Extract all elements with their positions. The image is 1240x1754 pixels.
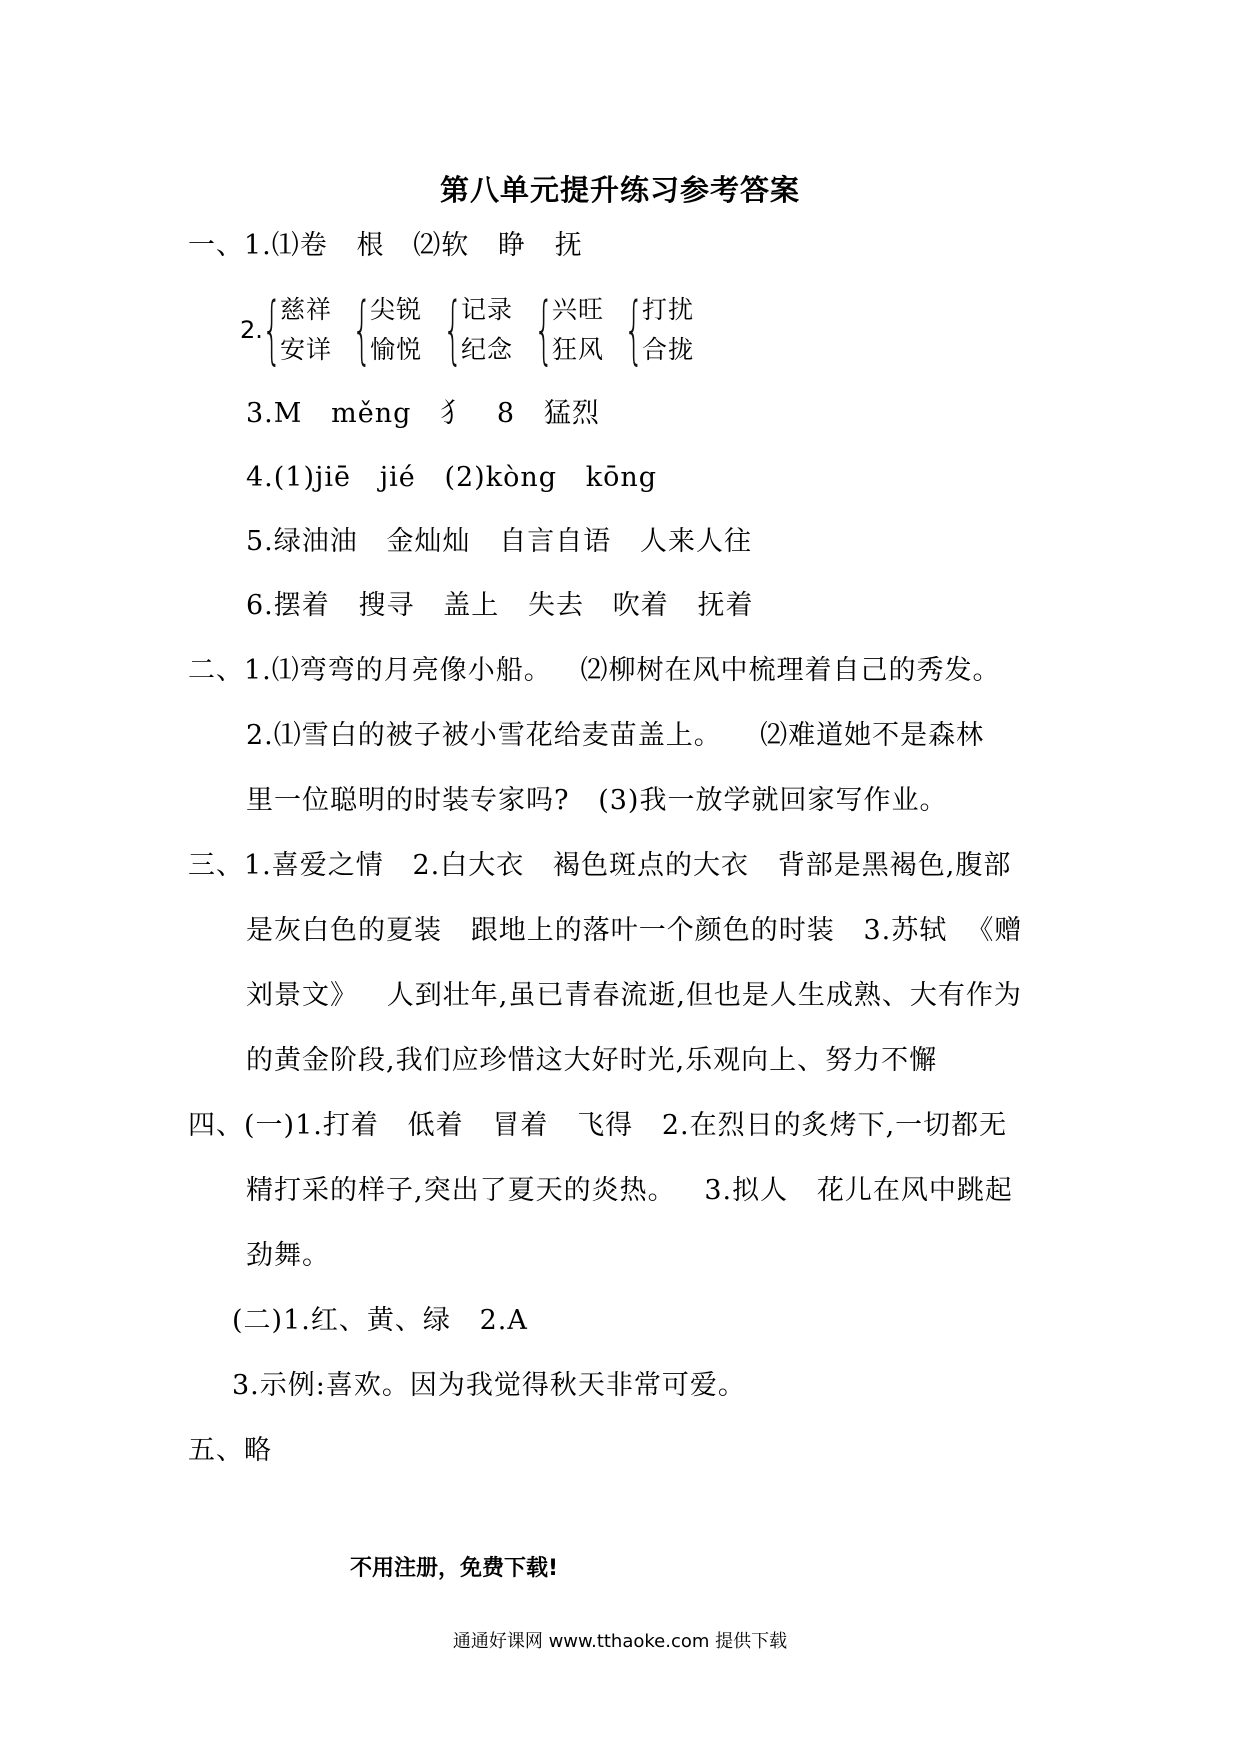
word-bottom: 愉悦 bbox=[370, 335, 423, 364]
brace-icon: { bbox=[624, 287, 644, 373]
brace-icon: { bbox=[262, 287, 282, 373]
answer-4-line-4: (二)1.红、黄、绿 2.A bbox=[232, 1305, 528, 1336]
word-top: 尖锐 bbox=[370, 295, 423, 324]
answer-1-5: 5.绿油油 金灿灿 自言自语 人来人往 bbox=[246, 526, 753, 557]
word-top: 慈祥 bbox=[280, 295, 333, 324]
answer-3-line-2: 是灰白色的夏装 跟地上的落叶一个颜色的时装 3.苏轼 《赠 bbox=[246, 915, 1023, 946]
word-pair bbox=[280, 290, 332, 370]
word-top: 打扰 bbox=[642, 295, 695, 324]
word-pair bbox=[552, 290, 604, 370]
answer-2-line-1: 二、1.⑴弯弯的月亮像小船。 ⑵柳树在风中梳理着自己的秀发。 bbox=[188, 655, 1001, 686]
answer-1-6: 6.摆着 搜寻 盖上 失去 吹着 抚着 bbox=[246, 590, 754, 621]
answer-2-line-3: 里一位聪明的时装专家吗? (3)我一放学就回家写作业。 bbox=[246, 785, 948, 816]
word-pair bbox=[370, 290, 422, 370]
answer-3-line-4: 的黄金阶段,我们应珍惜这大好时光,乐观向上、努力不懈 bbox=[246, 1045, 938, 1076]
answer-5: 五、略 bbox=[188, 1435, 272, 1466]
answer-4-line-2: 精打采的样子,突出了夏天的炎热。 3.拟人 花儿在风中跳起 bbox=[246, 1175, 1013, 1206]
word-pair-group-5 bbox=[624, 287, 695, 373]
word-top: 兴旺 bbox=[552, 295, 605, 324]
answer-1-3: 3.M měng 犭 8 猛烈 bbox=[246, 398, 600, 429]
answer-4-line-1: 四、(一)1.打着 低着 冒着 飞得 2.在烈日的炙烤下,一切都无 bbox=[188, 1110, 1008, 1141]
answer-4-line-5: 3.示例:喜欢。因为我觉得秋天非常可爱。 bbox=[232, 1370, 746, 1401]
word-pair-group-3 bbox=[443, 287, 514, 373]
answer-2-line-2: 2.⑴雪白的被子被小雪花给麦苗盖上。 ⑵难道她不是森林 bbox=[246, 720, 985, 751]
page-title: 第八单元提升练习参考答案 bbox=[439, 173, 800, 207]
answer-1-4: 4.(1)jiē jié (2)kòng kōng bbox=[246, 462, 658, 493]
brace-icon: { bbox=[534, 287, 554, 373]
word-pair-group-2 bbox=[352, 287, 423, 373]
answer-1-2-number: 2. bbox=[240, 316, 263, 344]
word-top: 记录 bbox=[461, 295, 514, 324]
brace-icon: { bbox=[352, 287, 372, 373]
word-pair-group-4 bbox=[534, 287, 605, 373]
answer-4-line-3: 劲舞。 bbox=[246, 1240, 330, 1271]
word-bottom: 安详 bbox=[280, 335, 333, 364]
word-bottom: 合拢 bbox=[642, 335, 695, 364]
answer-3-line-1: 三、1.喜爱之情 2.白大衣 褐色斑点的大衣 背部是黑褐色,腹部 bbox=[188, 850, 1012, 881]
footer-source: 通通好课网 www.tthaoke.com 提供下载 bbox=[452, 1631, 788, 1652]
word-pair bbox=[461, 290, 513, 370]
word-bottom: 纪念 bbox=[461, 335, 514, 364]
answer-3-line-3: 刘景文》 人到壮年,虽已青春流逝,但也是人生成熟、大有作为 bbox=[246, 980, 1022, 1011]
word-bottom: 狂风 bbox=[552, 335, 605, 364]
brace-icon: { bbox=[443, 287, 463, 373]
answer-1-1: 一、1.⑴卷 根 ⑵软 睁 抚 bbox=[188, 230, 583, 261]
word-pair-group-1 bbox=[262, 287, 333, 373]
footer-note: 不用注册，免费下载! bbox=[350, 1556, 559, 1581]
word-pair bbox=[642, 290, 694, 370]
